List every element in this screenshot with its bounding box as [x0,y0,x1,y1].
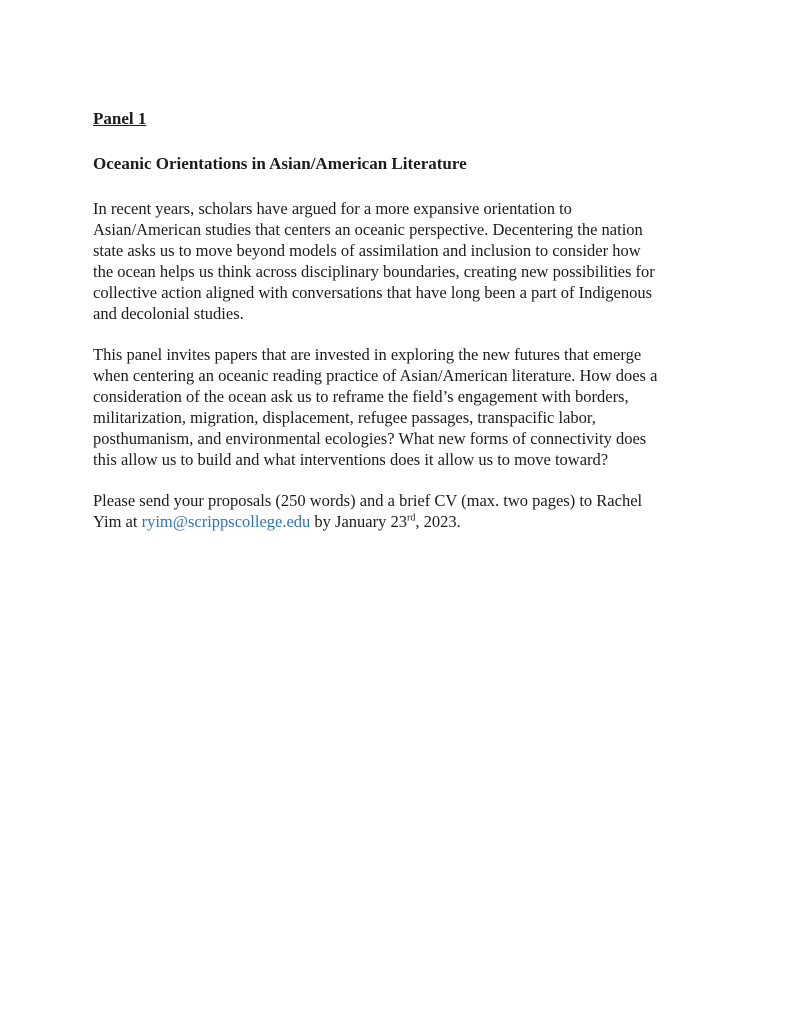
text-line: state asks us to move beyond models of assimilation and inclusion to consider how [93,241,641,260]
text-line: This panel invites papers that are invested in exploring the new futures that emerge [93,345,642,364]
paragraph-1 [93,198,703,324]
text-line: Please send your proposals (250 words) and a brief CV (max. two pages) to Rachel [93,491,643,510]
panel-label: Panel 1 [93,109,147,128]
text-line: consideration of the ocean ask us to reframe the field’s engagement with borders, [93,387,629,406]
email-link[interactable]: ryim@scrippscollege.edu [141,512,311,531]
text-line: posthumanism, and environmental ecologies? What new forms of connectivity does [93,429,647,448]
text-line: this allow us to build and what interventions does it allow us to move toward? [93,450,609,469]
text-line: and decolonial studies. [93,304,244,323]
date-ordinal: rd [407,512,416,524]
text-line: In recent years, scholars have argued for a more expansive orientation to [93,199,572,218]
closing-line2-mid: by January 23 [310,512,407,531]
closing-line2-end: , 2023. [415,512,461,531]
text-line: militarization, migration, displacement, refugee passages, transpacific labor, [93,408,596,427]
paragraph-2 [93,344,703,470]
page-title: Oceanic Orientations in Asian/American Literature [93,154,467,173]
text-line: the ocean helps us think across disciplinary boundaries, creating new possibilities for [93,262,655,281]
text-line: Asian/American studies that centers an oceanic perspective. Decentering the nation [93,220,643,239]
closing-line2-prefix: Yim at [93,512,142,531]
closing-paragraph [93,490,703,532]
text-line: when centering an oceanic reading practice of Asian/American literature. How does a [93,366,658,385]
text-line [93,511,703,532]
text-line: collective action aligned with conversations that have long been a part of Indigenous [93,283,652,302]
